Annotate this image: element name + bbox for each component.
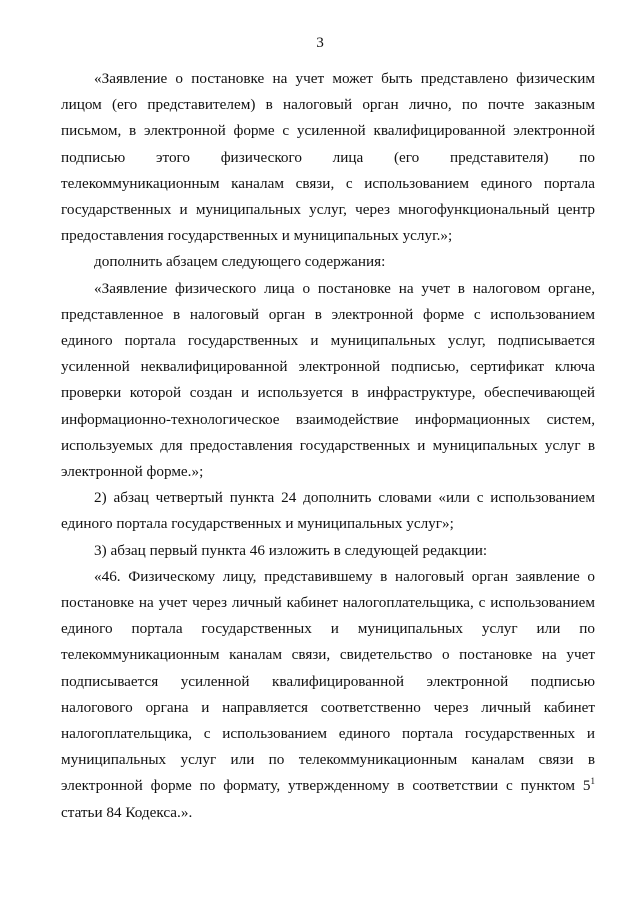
superscript-marker: 1 [590, 776, 595, 787]
paragraph-item-2: 2) абзац четвертый пункта 24 дополнить словами «или с использованием единого портала государственных и муниципальных услуг»; [61, 489, 595, 533]
paragraph-item-3: 3) абзац первый пункта 46 изложить в следующей редакции: [94, 541, 488, 559]
point-46-text-end: статьи 84 Кодекса.». [61, 803, 193, 821]
paragraph-point-46 [61, 564, 595, 826]
point-46-text: «46. Физическому лицу, представившему в налоговый орган заявление о постановке на учет через личный кабинет налогоплательщика, с использованием единого портала государственных и муниципальных услуг или по телекоммуникационным каналам связи, свидетельство о постановке на учет подписывается усиленной квалифицированной электронной подписью налогового органа и направляется соответственно через личный кабинет налогоплательщика, с использованием единого портала государственных и муниципальных услуг или по телекоммуникационным каналам связи в электронной форме по формату, утвержденному в соответствии с пунктом 5 [61, 567, 595, 795]
document-body [61, 66, 595, 826]
paragraph-electronic-signature: «Заявление физического лица о постановке на учет в налоговом органе, представленное в налоговый орган в электронной форме с использованием единого портала государственных и муниципальных услуг, подписывается усиленной неквалифицированной электронной подписью, сертификат ключа проверки которой создан и используется в инфраструктуре, обеспечивающей информационно-технологическое взаимодействие информационных систем, используемых для предоставления государственных и муниципальных услуг в электронной форме.»; [61, 279, 595, 481]
paragraph-supplement-intro: дополнить абзацем следующего содержания: [94, 253, 386, 271]
page-number: 3 [316, 34, 324, 51]
paragraph-registration-application: «Заявление о постановке на учет может быть представлено физическим лицом (его представителем) в налоговый орган лично, по почте заказным письмом, в электронной форме с усиленной квалифицированной электронной подписью этого физического лица (его представителя) по телекоммуникационным каналам связи, с использованием единого портала государственных и муниципальных услуг, через многофункциональный центр предоставления государственных и муниципальных услуг.»; [61, 70, 595, 245]
